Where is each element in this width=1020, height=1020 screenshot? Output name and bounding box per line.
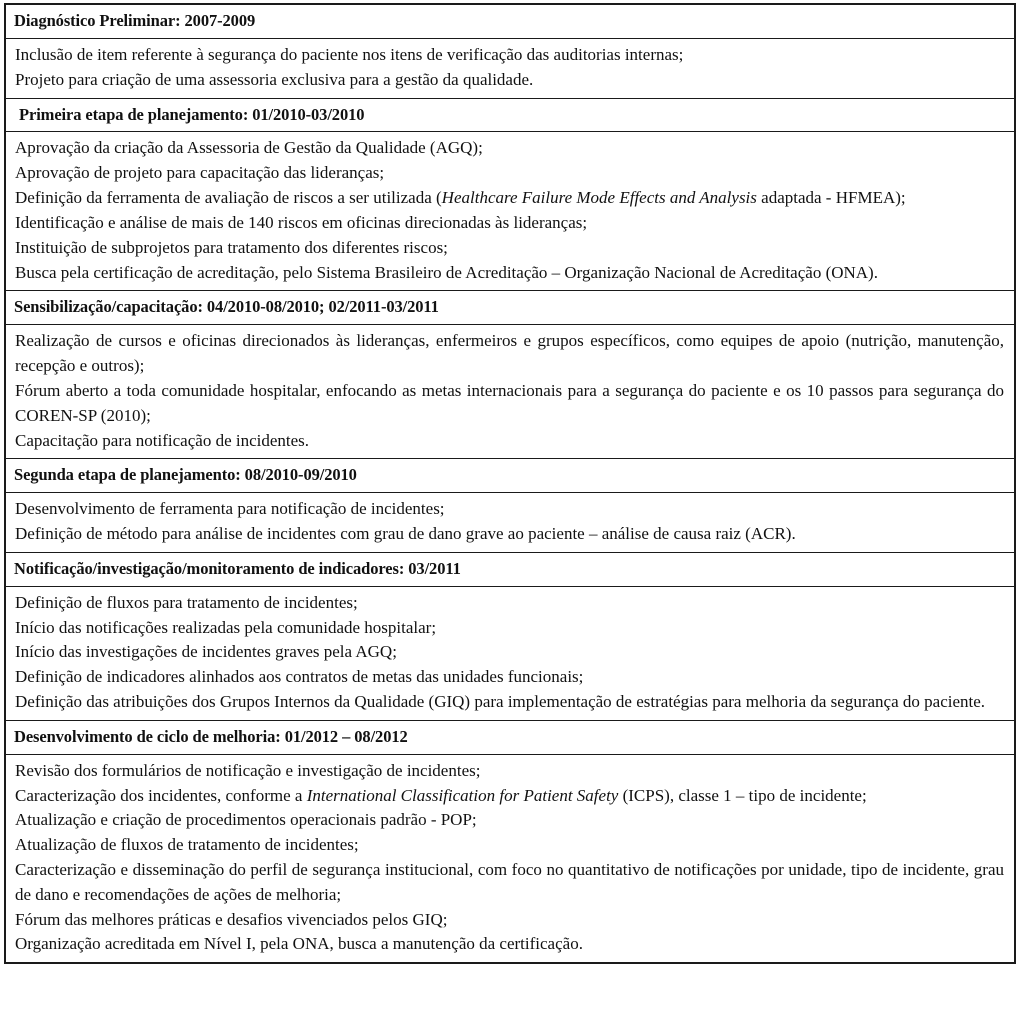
list-item-text-prefix: Caracterização dos incidentes, conforme a	[15, 785, 307, 805]
list-item: Capacitação para notificação de incidentes.	[15, 430, 310, 450]
list-item: Revisão dos formulários de notificação e investigação de incidentes;	[15, 760, 481, 780]
list-item: Realização de cursos e oficinas direcionados às lideranças, enfermeiros e grupos específicos, como equipes de apoio (nutrição, manutenção, recepção e outros);	[15, 331, 1004, 376]
phase-content-diagnostico-preliminar	[5, 38, 1015, 98]
list-item: Instituição de subprojetos para tratamento dos diferentes riscos;	[15, 237, 448, 257]
list-item: Início das investigações de incidentes graves pela AGQ;	[15, 642, 397, 662]
list-item: Fórum aberto a toda comunidade hospitalar, enfocando as metas internacionais para a segurança do paciente e os 10 passos para segurança do COREN-SP (2010);	[15, 380, 1004, 425]
phase-content-desenvolvimento-ciclo-melhoria	[5, 754, 1015, 963]
classification-name-italic: International Classification for Patient Safety	[306, 785, 619, 805]
list-item: Identificação e análise de mais de 140 riscos em oficinas direcionadas às lideranças;	[15, 212, 588, 232]
list-item: Aprovação de projeto para capacitação das lideranças;	[15, 163, 385, 183]
table-row	[5, 38, 1015, 98]
list-item: Busca pela certificação de acreditação, pelo Sistema Brasileiro de Acreditação – Organização Nacional de Acreditação (ONA).	[15, 262, 878, 282]
list-item: Aprovação da criação da Assessoria de Gestão da Qualidade (AGQ);	[15, 138, 483, 158]
table-row	[5, 493, 1015, 553]
table-row	[5, 4, 1015, 38]
list-item: Caracterização e disseminação do perfil de segurança institucional, com foco no quantitativo de notificações por unidade, tipo de incidente, grau de dano e recomendações de ações de melhoria;	[15, 860, 1004, 904]
tool-name-italic: Healthcare Failure Mode Effects and Analysis	[441, 188, 757, 208]
list-item: Definição de método para análise de incidentes com grau de dano grave ao paciente – análise de causa raiz (ACR).	[15, 524, 796, 544]
table-row	[5, 459, 1015, 493]
phase-header-diagnostico-preliminar: Diagnóstico Preliminar: 2007-2009	[5, 4, 1015, 38]
list-item: Definição de fluxos para tratamento de incidentes;	[15, 592, 358, 612]
list-item: Inclusão de item referente à segurança do paciente nos itens de verificação das auditorias internas;	[15, 44, 684, 64]
phase-header-notificacao-investigacao-monitoramento: Notificação/investigação/monitoramento de indicadores: 03/2011	[5, 552, 1015, 586]
list-item: Desenvolvimento de ferramenta para notificação de incidentes;	[15, 499, 445, 519]
list-item: Definição de indicadores alinhados aos contratos de metas das unidades funcionais;	[15, 667, 584, 687]
list-item: Definição das atribuições dos Grupos Internos da Qualidade (GIQ) para implementação de estratégias para melhoria da segurança do paciente.	[15, 692, 986, 712]
list-item: Atualização de fluxos de tratamento de incidentes;	[15, 835, 359, 855]
list-item: Atualização e criação de procedimentos operacionais padrão - POP;	[15, 810, 477, 830]
phase-content-sensibilizacao-capacitacao	[5, 325, 1015, 459]
list-item-with-italic	[15, 784, 1004, 809]
table-body	[5, 4, 1015, 963]
table-row	[5, 720, 1015, 754]
table-row	[5, 586, 1015, 720]
table-row	[5, 552, 1015, 586]
list-item-with-italic	[15, 186, 1004, 211]
list-item: Fórum das melhores práticas e desafios vivenciados pelos GIQ;	[15, 909, 448, 929]
phase-content-primeira-etapa-planejamento	[5, 132, 1015, 291]
list-item-text-suffix: (ICPS), classe 1 – tipo de incidente;	[618, 785, 867, 805]
phase-content-segunda-etapa-planejamento	[5, 493, 1015, 553]
table-row	[5, 754, 1015, 963]
table-row	[5, 325, 1015, 459]
list-item-text-suffix: adaptada - HFMEA);	[756, 188, 906, 208]
phase-header-segunda-etapa-planejamento: Segunda etapa de planejamento: 08/2010-09/2010	[5, 459, 1015, 493]
table-row	[5, 132, 1015, 291]
phase-header-sensibilizacao-capacitacao: Sensibilização/capacitação: 04/2010-08/2010; 02/2011-03/2011	[5, 291, 1015, 325]
phase-header-primeira-etapa-planejamento: Primeira etapa de planejamento: 01/2010-03/2010	[5, 98, 1015, 132]
list-item: Início das notificações realizadas pela comunidade hospitalar;	[15, 617, 437, 637]
implementation-timeline-table	[4, 3, 1016, 964]
list-item: Projeto para criação de uma assessoria exclusiva para a gestão da qualidade.	[15, 69, 534, 89]
phase-header-desenvolvimento-ciclo-melhoria: Desenvolvimento de ciclo de melhoria: 01/2012 – 08/2012	[5, 720, 1015, 754]
phase-content-notificacao-investigacao-monitoramento	[5, 586, 1015, 720]
table-row	[5, 98, 1015, 132]
table-row	[5, 291, 1015, 325]
list-item: Organização acreditada em Nível I, pela ONA, busca a manutenção da certificação.	[15, 934, 583, 954]
list-item-text-prefix: Definição da ferramenta de avaliação de riscos a ser utilizada (	[15, 188, 442, 208]
